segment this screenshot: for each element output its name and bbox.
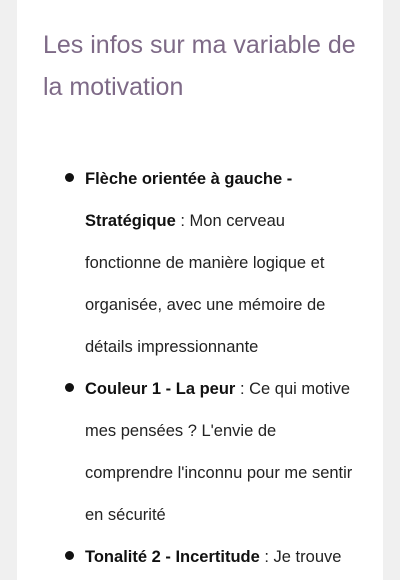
item-text: : Je trouve (259, 548, 342, 566)
list-item (43, 158, 363, 368)
bullet-icon (65, 551, 74, 560)
content-card (17, 0, 383, 580)
bullet-icon (65, 383, 74, 392)
list-item (43, 536, 363, 578)
item-text: : Mon cerveau fonctionne de manière logique et organisée, avec une mémoire de détails impressionnante (85, 212, 326, 356)
item-text: : Ce qui motive mes pensées ? L'envie de comprendre l'inconnu pour me sentir en sécurité (85, 380, 353, 524)
bullet-icon (65, 173, 74, 182)
item-label: Tonalité 2 - Incertitude (85, 548, 260, 566)
item-label: Couleur 1 - La peur (85, 380, 236, 398)
list-item (43, 368, 363, 536)
motivation-list (43, 158, 363, 578)
page-title: Les infos sur ma variable de la motivation (43, 31, 356, 101)
item-label: Flèche orientée à gauche - Stratégique (85, 170, 293, 230)
